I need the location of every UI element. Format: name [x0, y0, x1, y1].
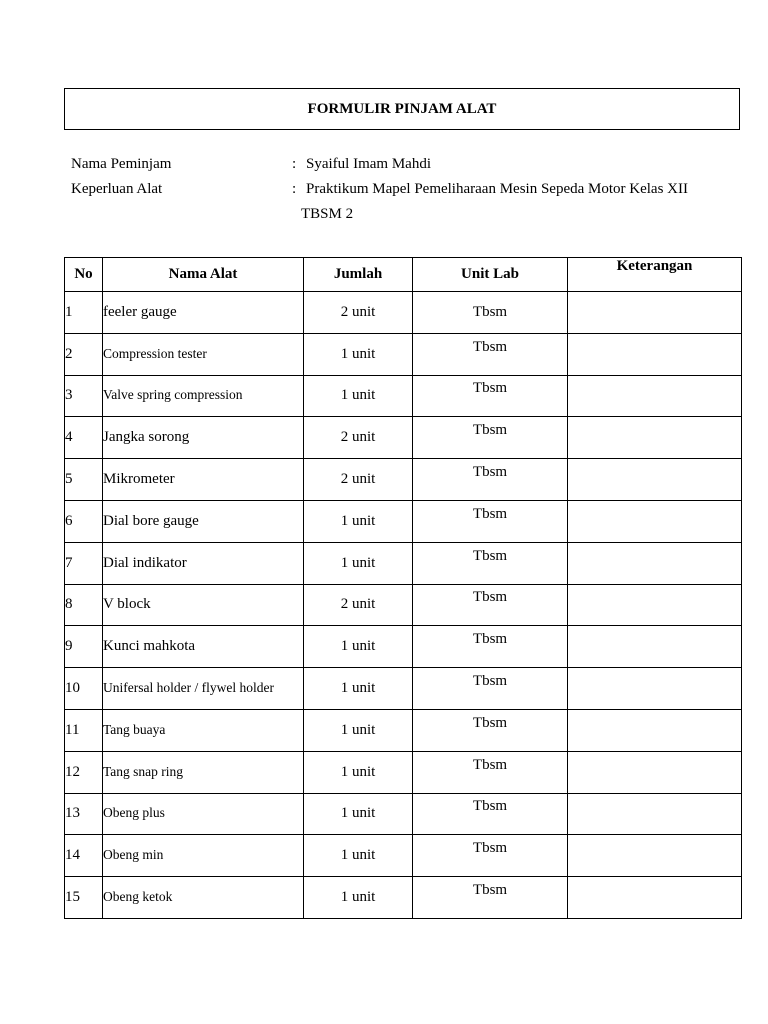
row-quantity — [304, 459, 413, 501]
row-unit-lab-text: Tbsm — [472, 303, 508, 320]
row-tool-name — [103, 626, 304, 668]
row-unit-lab-text: Tbsm — [472, 673, 508, 690]
row-no — [65, 542, 103, 584]
table-body — [65, 292, 742, 919]
row-tool-name — [103, 793, 304, 835]
row-tool-name — [103, 417, 304, 459]
table-row — [65, 751, 742, 793]
row-tool-name — [103, 542, 304, 584]
row-unit-lab — [413, 835, 568, 877]
row-unit-lab — [413, 375, 568, 417]
row-unit-lab — [413, 500, 568, 542]
row-note — [568, 709, 742, 751]
borrower-colon: : — [292, 156, 297, 172]
row-unit-lab-text: Tbsm — [472, 589, 508, 606]
row-unit-lab — [413, 877, 568, 919]
row-quantity — [304, 877, 413, 919]
row-unit-lab — [413, 709, 568, 751]
row-quantity — [304, 793, 413, 835]
row-quantity-text: 1 unit — [340, 554, 376, 571]
row-tool-name-text: Mikrometer — [103, 471, 175, 488]
table-row — [65, 584, 742, 626]
row-quantity — [304, 668, 413, 710]
row-note — [568, 333, 742, 375]
row-unit-lab-text: Tbsm — [472, 631, 508, 648]
row-quantity-text: 2 unit — [340, 471, 376, 488]
row-tool-name-text: Jangka sorong — [103, 429, 190, 446]
table-row — [65, 459, 742, 501]
borrower-value: Syaiful Imam Mahdi — [306, 156, 431, 172]
table-row — [65, 877, 742, 919]
row-no — [65, 375, 103, 417]
row-unit-lab — [413, 751, 568, 793]
row-unit-lab-text: Tbsm — [472, 464, 508, 481]
row-quantity-text: 2 unit — [340, 303, 376, 320]
row-quantity-text: 1 unit — [340, 387, 376, 404]
row-quantity — [304, 333, 413, 375]
row-unit-lab — [413, 417, 568, 459]
row-note — [568, 459, 742, 501]
row-tool-name — [103, 668, 304, 710]
row-tool-name-text: Kunci mahkota — [103, 638, 196, 655]
row-quantity-text: 1 unit — [340, 721, 376, 738]
row-quantity — [304, 292, 413, 334]
row-unit-lab-text: Tbsm — [472, 882, 508, 899]
row-unit-lab-text: Tbsm — [472, 422, 508, 439]
row-no — [65, 668, 103, 710]
row-no-text: 10 — [65, 680, 80, 697]
table-row — [65, 417, 742, 459]
row-no-text: 2 — [65, 345, 73, 362]
row-no-text: 14 — [65, 847, 80, 864]
row-tool-name-text: Obeng plus — [103, 805, 165, 821]
purpose-colon: : — [292, 181, 297, 197]
header-name: Nama Alat — [103, 258, 304, 292]
row-tool-name-text: Valve spring compression — [103, 387, 243, 403]
row-quantity — [304, 375, 413, 417]
row-no — [65, 626, 103, 668]
row-quantity — [304, 709, 413, 751]
row-quantity-text: 1 unit — [340, 345, 376, 362]
row-tool-name — [103, 333, 304, 375]
row-quantity-text: 1 unit — [340, 680, 376, 697]
row-no — [65, 459, 103, 501]
row-unit-lab-text: Tbsm — [472, 840, 508, 857]
row-no-text: 6 — [65, 512, 73, 529]
row-no-text: 13 — [65, 805, 80, 822]
row-note — [568, 668, 742, 710]
row-tool-name — [103, 500, 304, 542]
row-no — [65, 584, 103, 626]
row-tool-name-text: Tang snap ring — [103, 763, 184, 779]
header-unit-lab: Unit Lab — [413, 258, 568, 292]
row-no — [65, 877, 103, 919]
row-no-text: 11 — [65, 721, 80, 738]
table-row — [65, 292, 742, 334]
row-note — [568, 500, 742, 542]
header-no: No — [65, 258, 103, 292]
purpose-label: Keperluan Alat — [71, 181, 163, 197]
row-quantity-text: 1 unit — [340, 512, 376, 529]
row-quantity-text: 1 unit — [340, 847, 376, 864]
table-row — [65, 709, 742, 751]
row-quantity — [304, 751, 413, 793]
row-quantity-text: 2 unit — [340, 429, 376, 446]
row-tool-name — [103, 751, 304, 793]
row-no-text: 15 — [65, 889, 80, 906]
items-table — [64, 257, 742, 919]
row-quantity — [304, 584, 413, 626]
table-row — [65, 668, 742, 710]
row-no-text: 4 — [65, 429, 73, 446]
row-tool-name-text: Compression tester — [103, 345, 207, 361]
row-unit-lab-text: Tbsm — [472, 798, 508, 815]
table-row — [65, 333, 742, 375]
row-tool-name-text: Dial indikator — [103, 554, 187, 571]
purpose-value-line1: Praktikum Mapel Pemeliharaan Mesin Sepeda Motor Kelas XII — [306, 181, 688, 197]
row-tool-name-text: Obeng min — [103, 847, 164, 863]
row-no — [65, 500, 103, 542]
table-row — [65, 542, 742, 584]
row-unit-lab-text: Tbsm — [472, 547, 508, 564]
row-quantity-text: 1 unit — [340, 763, 376, 780]
row-unit-lab-text: Tbsm — [472, 380, 508, 397]
row-no — [65, 751, 103, 793]
row-note — [568, 751, 742, 793]
row-note — [568, 584, 742, 626]
row-no-text: 5 — [65, 471, 73, 488]
row-note — [568, 292, 742, 334]
row-tool-name — [103, 292, 304, 334]
purpose-value-line2: TBSM 2 — [301, 206, 354, 222]
row-unit-lab — [413, 459, 568, 501]
row-no — [65, 835, 103, 877]
row-note — [568, 417, 742, 459]
row-unit-lab — [413, 793, 568, 835]
row-no — [65, 292, 103, 334]
row-no-text: 7 — [65, 554, 73, 571]
row-note — [568, 542, 742, 584]
row-unit-lab — [413, 668, 568, 710]
row-unit-lab-text: Tbsm — [472, 756, 508, 773]
table-row — [65, 793, 742, 835]
row-tool-name — [103, 835, 304, 877]
row-unit-lab-text: Tbsm — [472, 338, 508, 355]
row-quantity — [304, 542, 413, 584]
form-title-text: FORMULIR PINJAM ALAT — [307, 100, 497, 117]
table-row — [65, 375, 742, 417]
row-tool-name-text: feeler gauge — [103, 303, 177, 320]
row-no — [65, 709, 103, 751]
row-unit-lab — [413, 584, 568, 626]
row-no-text: 12 — [65, 763, 80, 780]
row-quantity — [304, 417, 413, 459]
purpose-row-continued — [71, 202, 751, 227]
row-unit-lab — [413, 333, 568, 375]
row-note — [568, 626, 742, 668]
row-tool-name-text: Dial bore gauge — [103, 512, 199, 529]
row-no-text: 9 — [65, 638, 73, 655]
row-no — [65, 333, 103, 375]
row-note — [568, 835, 742, 877]
table-row — [65, 835, 742, 877]
row-unit-lab-text: Tbsm — [472, 714, 508, 731]
borrower-row — [71, 152, 751, 177]
row-quantity-text: 1 unit — [340, 638, 376, 655]
row-tool-name — [103, 877, 304, 919]
row-note — [568, 375, 742, 417]
row-quantity-text: 2 unit — [340, 596, 376, 613]
form-title — [64, 88, 740, 130]
row-tool-name — [103, 375, 304, 417]
row-note — [568, 877, 742, 919]
row-tool-name — [103, 584, 304, 626]
row-no — [65, 417, 103, 459]
row-no-text: 1 — [65, 303, 73, 320]
row-tool-name-text: Tang buaya — [103, 721, 166, 737]
row-quantity-text: 1 unit — [340, 805, 376, 822]
row-tool-name-text: Obeng ketok — [103, 889, 173, 905]
row-no-text: 3 — [65, 387, 73, 404]
header-note: Keterangan — [568, 258, 742, 292]
row-no — [65, 793, 103, 835]
header-qty: Jumlah — [304, 258, 413, 292]
purpose-row — [71, 177, 751, 202]
row-tool-name — [103, 709, 304, 751]
row-unit-lab-text: Tbsm — [472, 505, 508, 522]
row-unit-lab — [413, 626, 568, 668]
table-header-row — [65, 258, 742, 292]
row-no-text: 8 — [65, 596, 73, 613]
table-row — [65, 500, 742, 542]
row-unit-lab — [413, 542, 568, 584]
row-quantity-text: 1 unit — [340, 889, 376, 906]
table-row — [65, 626, 742, 668]
borrower-label: Nama Peminjam — [71, 156, 172, 172]
row-quantity — [304, 835, 413, 877]
row-note — [568, 793, 742, 835]
row-unit-lab — [413, 292, 568, 334]
row-quantity — [304, 500, 413, 542]
row-tool-name — [103, 459, 304, 501]
row-quantity — [304, 626, 413, 668]
row-tool-name-text: V block — [103, 596, 151, 613]
row-tool-name-text: Unifersal holder / flywel holder — [103, 680, 274, 696]
